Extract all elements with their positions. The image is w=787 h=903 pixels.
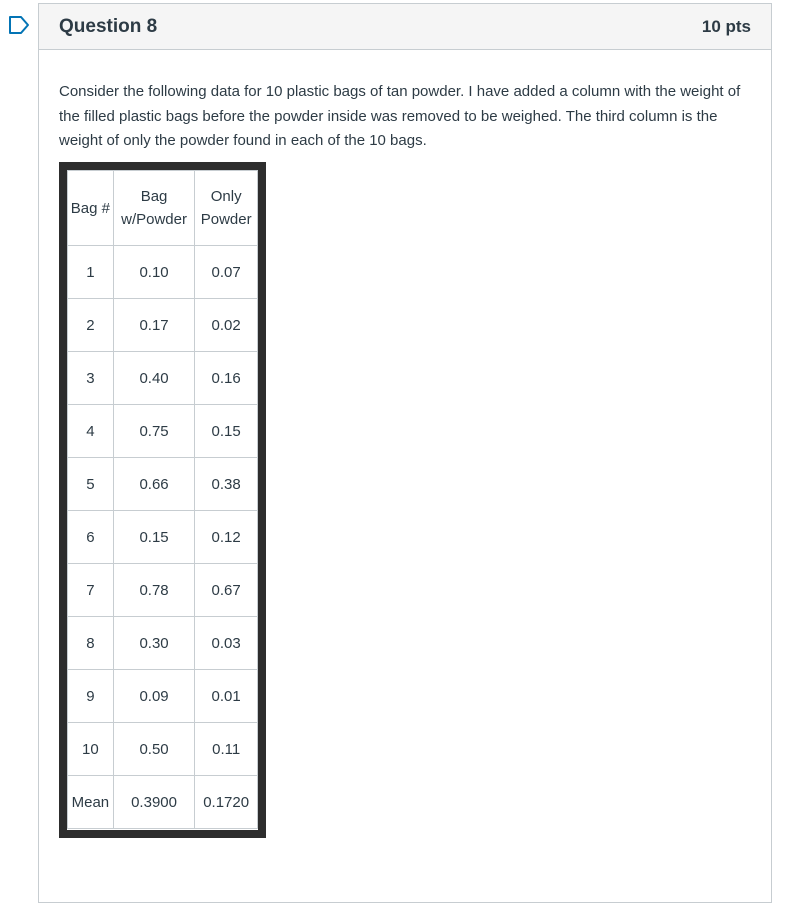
table-row	[68, 670, 258, 723]
cell-only-powder: 0.38	[195, 458, 258, 511]
cell-bag-with-powder: 0.15	[113, 511, 195, 564]
question-text: Consider the following data for 10 plastic bags of tan powder. I have added a column with the weight of the filled plastic bags before the powder inside was removed to be weighed. The third column is the weight of only the powder found in each of the 10 bags.	[59, 83, 741, 149]
cell-only-powder: 0.15	[195, 405, 258, 458]
cell-bag-with-powder: 0.75	[113, 405, 195, 458]
cell-only-powder: 0.02	[195, 299, 258, 352]
cell-bag-number: 8	[68, 617, 114, 670]
cell-bag-number: 6	[68, 511, 114, 564]
cell-only-powder: 0.11	[195, 723, 258, 776]
cell-bag-number: 1	[68, 246, 114, 299]
column-header-bag-number: Bag #	[68, 171, 114, 246]
cell-bag-number: 7	[68, 564, 114, 617]
cell-only-powder: 0.01	[195, 670, 258, 723]
table-row	[68, 458, 258, 511]
question-header	[39, 4, 771, 50]
table-row	[68, 511, 258, 564]
cell-bag-number: 3	[68, 352, 114, 405]
cell-bag-number: 10	[68, 723, 114, 776]
table-row	[68, 723, 258, 776]
table-row	[68, 405, 258, 458]
cell-bag-with-powder: 0.3900	[113, 776, 195, 829]
cell-bag-with-powder: 0.17	[113, 299, 195, 352]
question-points: 10 pts	[701, 17, 751, 36]
cell-only-powder: 0.67	[195, 564, 258, 617]
cell-bag-with-powder: 0.50	[113, 723, 195, 776]
table-header-row	[68, 171, 258, 246]
question-card	[38, 3, 772, 903]
cell-bag-with-powder: 0.09	[113, 670, 195, 723]
cell-only-powder: 0.03	[195, 617, 258, 670]
data-table-container	[67, 170, 258, 830]
data-table-frame	[59, 162, 266, 838]
cell-bag-with-powder: 0.10	[113, 246, 195, 299]
column-header-bag-with-powder: Bag w/Powder	[113, 171, 195, 246]
cell-only-powder: 0.07	[195, 246, 258, 299]
cell-only-powder: 0.12	[195, 511, 258, 564]
cell-only-powder: 0.16	[195, 352, 258, 405]
cell-bag-with-powder: 0.40	[113, 352, 195, 405]
table-row	[68, 246, 258, 299]
cell-bag-number: 2	[68, 299, 114, 352]
question-title: Question 8	[59, 16, 158, 37]
cell-bag-number: 5	[68, 458, 114, 511]
cell-bag-number: Mean	[68, 776, 114, 829]
flag-question-icon[interactable]	[8, 15, 30, 35]
table-row	[68, 299, 258, 352]
table-row-mean	[68, 776, 258, 829]
cell-only-powder: 0.1720	[195, 776, 258, 829]
table-row	[68, 564, 258, 617]
table-row	[68, 617, 258, 670]
cell-bag-with-powder: 0.30	[113, 617, 195, 670]
cell-bag-with-powder: 0.78	[113, 564, 195, 617]
cell-bag-number: 9	[68, 670, 114, 723]
data-table	[67, 170, 258, 829]
column-header-only-powder: Only Powder	[195, 171, 258, 246]
table-row	[68, 352, 258, 405]
cell-bag-number: 4	[68, 405, 114, 458]
cell-bag-with-powder: 0.66	[113, 458, 195, 511]
